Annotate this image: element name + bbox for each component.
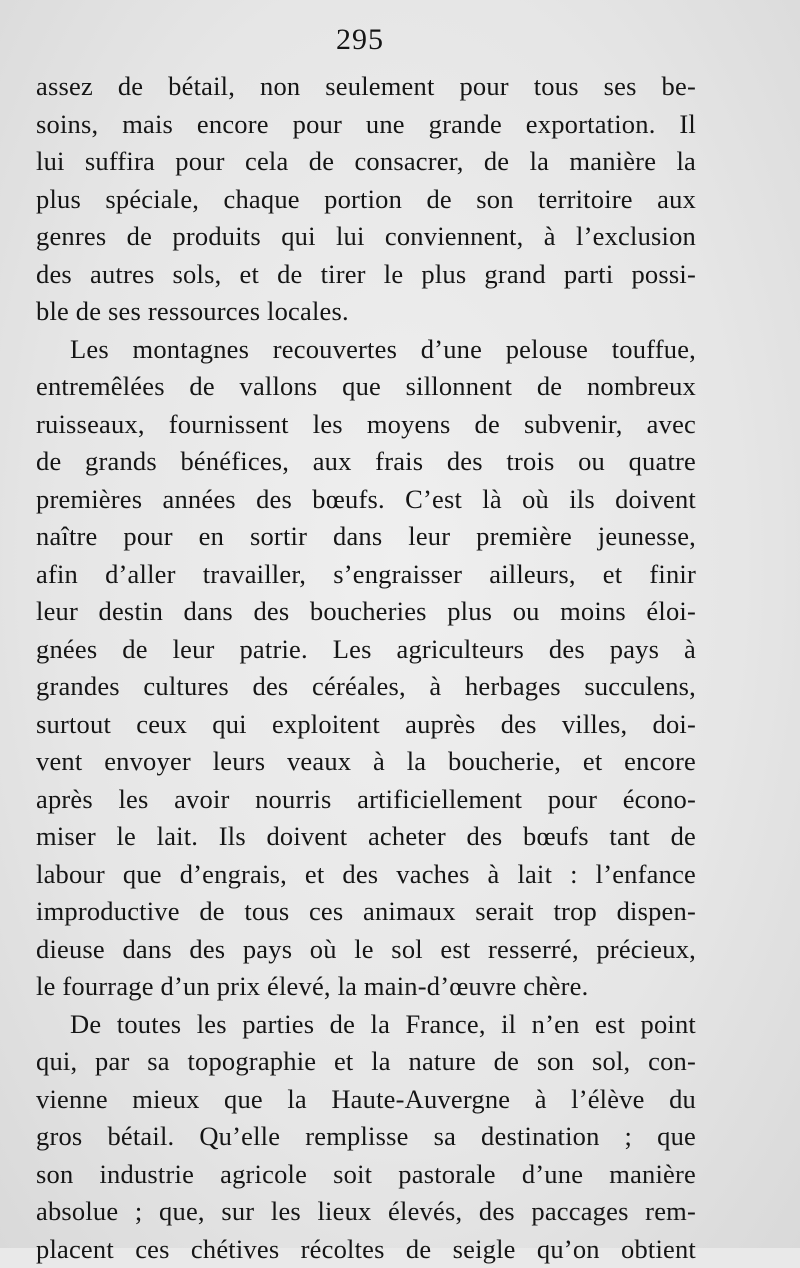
page-number: 295 <box>0 22 720 58</box>
text-line: gros bétail. Qu’elle remplisse sa destination ; que <box>36 1118 696 1156</box>
text-line: dieuse dans des pays où le sol est resserré, précieux, <box>36 931 696 969</box>
text-line: placent ces chétives récoltes de seigle qu’on obtient <box>36 1231 696 1268</box>
text-line: le fourrage d’un prix élevé, la main-d’œuvre chère. <box>36 968 696 1006</box>
text-line: gnées de leur patrie. Les agriculteurs des pays à <box>36 631 696 669</box>
text-line: afin d’aller travailler, s’engraisser ailleurs, et finir <box>36 556 696 594</box>
text-line: son industrie agricole soit pastorale d’une manière <box>36 1156 696 1194</box>
paragraph-3 <box>36 1006 696 1268</box>
text-line: soins, mais encore pour une grande exportation. Il <box>36 106 696 144</box>
paragraph-2 <box>36 331 696 1006</box>
text-line: leur destin dans des boucheries plus ou moins éloi- <box>36 593 696 631</box>
text-line: genres de produits qui lui conviennent, à l’exclusion <box>36 218 696 256</box>
text-line: absolue ; que, sur les lieux élevés, des paccages rem- <box>36 1193 696 1231</box>
text-line: naître pour en sortir dans leur première jeunesse, <box>36 518 696 556</box>
text-line: grandes cultures des céréales, à herbages succulens, <box>36 668 696 706</box>
text-line: de grands bénéfices, aux frais des trois ou quatre <box>36 443 696 481</box>
text-line: qui, par sa topographie et la nature de son sol, con- <box>36 1043 696 1081</box>
text-line: surtout ceux qui exploitent auprès des villes, doi- <box>36 706 696 744</box>
text-line: Les montagnes recouvertes d’une pelouse touffue, <box>36 331 696 369</box>
text-line: entremêlées de vallons que sillonnent de nombreux <box>36 368 696 406</box>
text-line: labour que d’engrais, et des vaches à lait : l’enfance <box>36 856 696 894</box>
text-line: miser le lait. Ils doivent acheter des bœufs tant de <box>36 818 696 856</box>
text-line: des autres sols, et de tirer le plus grand parti possi- <box>36 256 696 294</box>
text-line: plus spéciale, chaque portion de son territoire aux <box>36 181 696 219</box>
text-line: vent envoyer leurs veaux à la boucherie, et encore <box>36 743 696 781</box>
text-line: De toutes les parties de la France, il n’en est point <box>36 1006 696 1044</box>
body-text <box>36 68 696 1268</box>
text-line: ruisseaux, fournissent les moyens de subvenir, avec <box>36 406 696 444</box>
text-line: assez de bétail, non seulement pour tous ses be- <box>36 68 696 106</box>
text-line: improductive de tous ces animaux serait trop dispen- <box>36 893 696 931</box>
paragraph-1 <box>36 68 696 331</box>
text-line: ble de ses ressources locales. <box>36 293 696 331</box>
text-line: vienne mieux que la Haute-Auvergne à l’élève du <box>36 1081 696 1119</box>
text-line: lui suffira pour cela de consacrer, de la manière la <box>36 143 696 181</box>
text-line: premières années des bœufs. C’est là où ils doivent <box>36 481 696 519</box>
text-line: après les avoir nourris artificiellement pour écono- <box>36 781 696 819</box>
